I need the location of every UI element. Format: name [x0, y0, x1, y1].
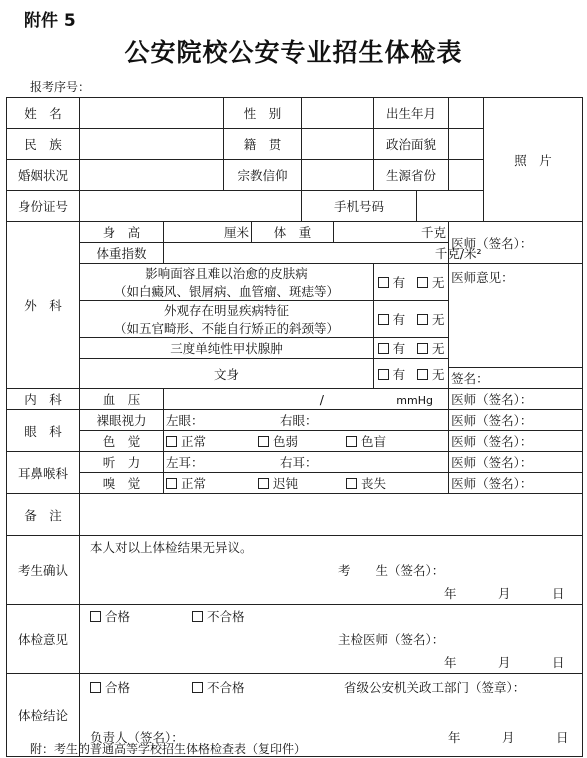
color-blind-checkbox[interactable]: 色盲	[346, 432, 386, 450]
skin-no-checkbox[interactable]: 无	[417, 273, 445, 291]
candidate-sign: 考 生（签名）：	[338, 563, 445, 578]
checkbox-icon	[417, 369, 428, 380]
skin-disease-examples: （如白癜风、银屑病、血管瘤、斑痣等）	[114, 284, 340, 299]
eye-section-label: 眼 科	[7, 410, 80, 452]
name-field[interactable]	[80, 98, 224, 129]
political-field[interactable]	[449, 129, 484, 160]
skin-disease-item	[80, 264, 374, 301]
dept-stamp-label[interactable]: 省级公安机关政工部门（签章）：	[343, 680, 526, 695]
gender-label: 性 别	[224, 98, 302, 129]
vision-left-label: 左眼：	[166, 413, 204, 428]
conclusion-year: 年	[447, 730, 461, 745]
vision-field[interactable]	[164, 410, 449, 431]
bp-unit: mmHg	[396, 393, 433, 407]
blood-pressure-label: 血 压	[80, 389, 164, 410]
surgery-section-label: 外 科	[7, 222, 80, 389]
bmi-unit[interactable]: 千克/米²	[164, 243, 484, 264]
confirm-label: 考生确认	[7, 536, 80, 605]
id-field[interactable]	[80, 191, 302, 222]
surgery-doctor-sign-1[interactable]: 医师（签名）：	[449, 222, 583, 264]
smell-label: 嗅 觉	[80, 473, 164, 494]
checkbox-icon	[417, 314, 428, 325]
id-label: 身份证号	[7, 191, 80, 222]
chief-doctor-sign[interactable]: 主检医师（签名）：	[338, 632, 445, 647]
checkbox-icon	[258, 478, 269, 489]
ethnic-label: 民 族	[7, 129, 80, 160]
eye-doctor-sign-2[interactable]: 医师（签名）：	[449, 431, 583, 452]
religion-label: 宗教信仰	[224, 160, 302, 191]
native-label: 籍 贯	[224, 129, 302, 160]
phone-field[interactable]	[417, 191, 484, 222]
checkbox-icon	[378, 314, 389, 325]
checkbox-icon	[378, 369, 389, 380]
checkbox-icon	[90, 611, 101, 622]
footer-note: 附：考生的普通高等学校招生体格检查表（复印件）	[30, 742, 307, 756]
province-field[interactable]	[449, 160, 484, 191]
checkbox-icon	[378, 343, 389, 354]
smell-lost-checkbox[interactable]: 丧失	[346, 474, 386, 492]
surgery-doctor-opinion[interactable]: 医师意见：	[449, 264, 583, 368]
confirm-month: 月	[497, 586, 511, 601]
name-label: 姓 名	[7, 98, 80, 129]
thyroid-options	[374, 338, 449, 359]
deformity-item	[80, 301, 374, 338]
gender-field[interactable]	[302, 98, 374, 129]
ent-doctor-sign-1[interactable]: 医师（签名）：	[449, 452, 583, 473]
opinion-label: 体检意见	[7, 605, 80, 674]
thyroid-yes-checkbox[interactable]: 有	[378, 339, 406, 357]
birth-label: 出生年月	[374, 98, 449, 129]
confirm-day: 日	[551, 586, 565, 601]
attachment-label: 附件 5	[24, 11, 76, 31]
ent-doctor-sign-2[interactable]: 医师（签名）：	[449, 473, 583, 494]
hearing-label: 听 力	[80, 452, 164, 473]
tattoo-no-checkbox[interactable]: 无	[417, 365, 445, 383]
ent-section-label: 耳鼻喉科	[7, 452, 80, 494]
color-vision-options	[164, 431, 449, 452]
skin-disease-options	[374, 264, 449, 301]
deformity-examples: （如五官畸形、不能自行矫正的斜颈等）	[114, 321, 340, 336]
smell-normal-checkbox[interactable]: 正常	[166, 474, 254, 492]
political-label: 政治面貌	[374, 129, 449, 160]
eye-doctor-sign-1[interactable]: 医师（签名）：	[449, 410, 583, 431]
opinion-day: 日	[551, 655, 565, 670]
bmi-label: 体重指数	[80, 243, 164, 264]
ethnic-field[interactable]	[80, 129, 224, 160]
height-unit[interactable]: 厘米	[164, 222, 252, 243]
confirm-block[interactable]	[80, 536, 583, 605]
checkbox-icon	[346, 436, 357, 447]
checkbox-icon	[166, 478, 177, 489]
marital-label: 婚姻状况	[7, 160, 80, 191]
deformity-options	[374, 301, 449, 338]
phone-label: 手机号码	[302, 191, 417, 222]
exam-form-table	[6, 97, 583, 757]
remarks-label: 备 注	[7, 494, 80, 536]
color-vision-label: 色 觉	[80, 431, 164, 452]
color-normal-checkbox[interactable]: 正常	[166, 432, 254, 450]
hearing-right-label: 右耳：	[279, 455, 318, 470]
confirm-year: 年	[444, 586, 457, 601]
confirm-text: 本人对以上体检结果无异议。	[90, 540, 253, 555]
conclusion-fail-checkbox[interactable]: 不合格	[192, 678, 340, 696]
checkbox-icon	[192, 611, 203, 622]
smell-dull-checkbox[interactable]: 迟钝	[258, 474, 342, 492]
skin-yes-checkbox[interactable]: 有	[378, 273, 406, 291]
blood-pressure-field[interactable]	[164, 389, 449, 410]
opinion-year: 年	[444, 655, 457, 670]
birth-field[interactable]	[449, 98, 484, 129]
checkbox-icon	[90, 682, 101, 693]
registration-number-label: 报考序号：	[30, 80, 91, 94]
marital-field[interactable]	[80, 160, 224, 191]
page-title: 公安院校公安专业招生体检表	[124, 38, 463, 67]
province-label: 生源省份	[374, 160, 449, 191]
native-field[interactable]	[302, 129, 374, 160]
checkbox-icon	[166, 436, 177, 447]
skin-disease-label: 影响面容且难以治愈的皮肤病	[145, 266, 308, 281]
remarks-field[interactable]	[80, 494, 583, 536]
opinion-block	[80, 605, 583, 674]
height-label: 身 高	[80, 222, 164, 243]
thyroid-label: 三度单纯性甲状腺肿	[80, 338, 374, 359]
thyroid-no-checkbox[interactable]: 无	[417, 339, 445, 357]
bp-slash: /	[319, 391, 324, 407]
religion-field[interactable]	[302, 160, 374, 191]
surgery-sign[interactable]: 签名：	[449, 368, 583, 389]
tattoo-options	[374, 359, 449, 389]
tattoo-yes-checkbox[interactable]: 有	[378, 365, 406, 383]
photo-box: 照 片	[484, 98, 583, 222]
checkbox-icon	[417, 277, 428, 288]
internal-doctor-sign[interactable]: 医师（签名）：	[449, 389, 583, 410]
conclusion-day: 日	[555, 730, 569, 745]
checkbox-icon	[192, 682, 203, 693]
conclusion-month: 月	[501, 730, 515, 745]
color-weak-checkbox[interactable]: 色弱	[258, 432, 342, 450]
hearing-left-label: 左耳：	[166, 455, 204, 470]
checkbox-icon	[378, 277, 389, 288]
checkbox-icon	[258, 436, 269, 447]
checkbox-icon	[417, 343, 428, 354]
deformity-no-checkbox[interactable]: 无	[417, 310, 445, 328]
opinion-month: 月	[497, 655, 511, 670]
conclusion-pass-checkbox[interactable]: 合格	[90, 678, 188, 696]
leader-sign[interactable]: 负责人（签名）：	[90, 730, 184, 745]
opinion-pass-checkbox[interactable]: 合格	[90, 607, 188, 625]
conclusion-label: 体检结论	[7, 674, 80, 757]
internal-section-label: 内 科	[7, 389, 80, 410]
smell-options	[164, 473, 449, 494]
deformity-label: 外观存在明显疾病特征	[164, 303, 290, 318]
vision-label: 裸眼视力	[80, 410, 164, 431]
deformity-yes-checkbox[interactable]: 有	[378, 310, 406, 328]
tattoo-label: 文身	[80, 359, 374, 389]
vision-right-label: 右眼：	[279, 413, 318, 428]
checkbox-icon	[346, 478, 357, 489]
opinion-fail-checkbox[interactable]: 不合格	[192, 607, 245, 625]
weight-label: 体 重	[252, 222, 334, 243]
weight-unit[interactable]: 千克	[334, 222, 449, 243]
hearing-field[interactable]	[164, 452, 449, 473]
